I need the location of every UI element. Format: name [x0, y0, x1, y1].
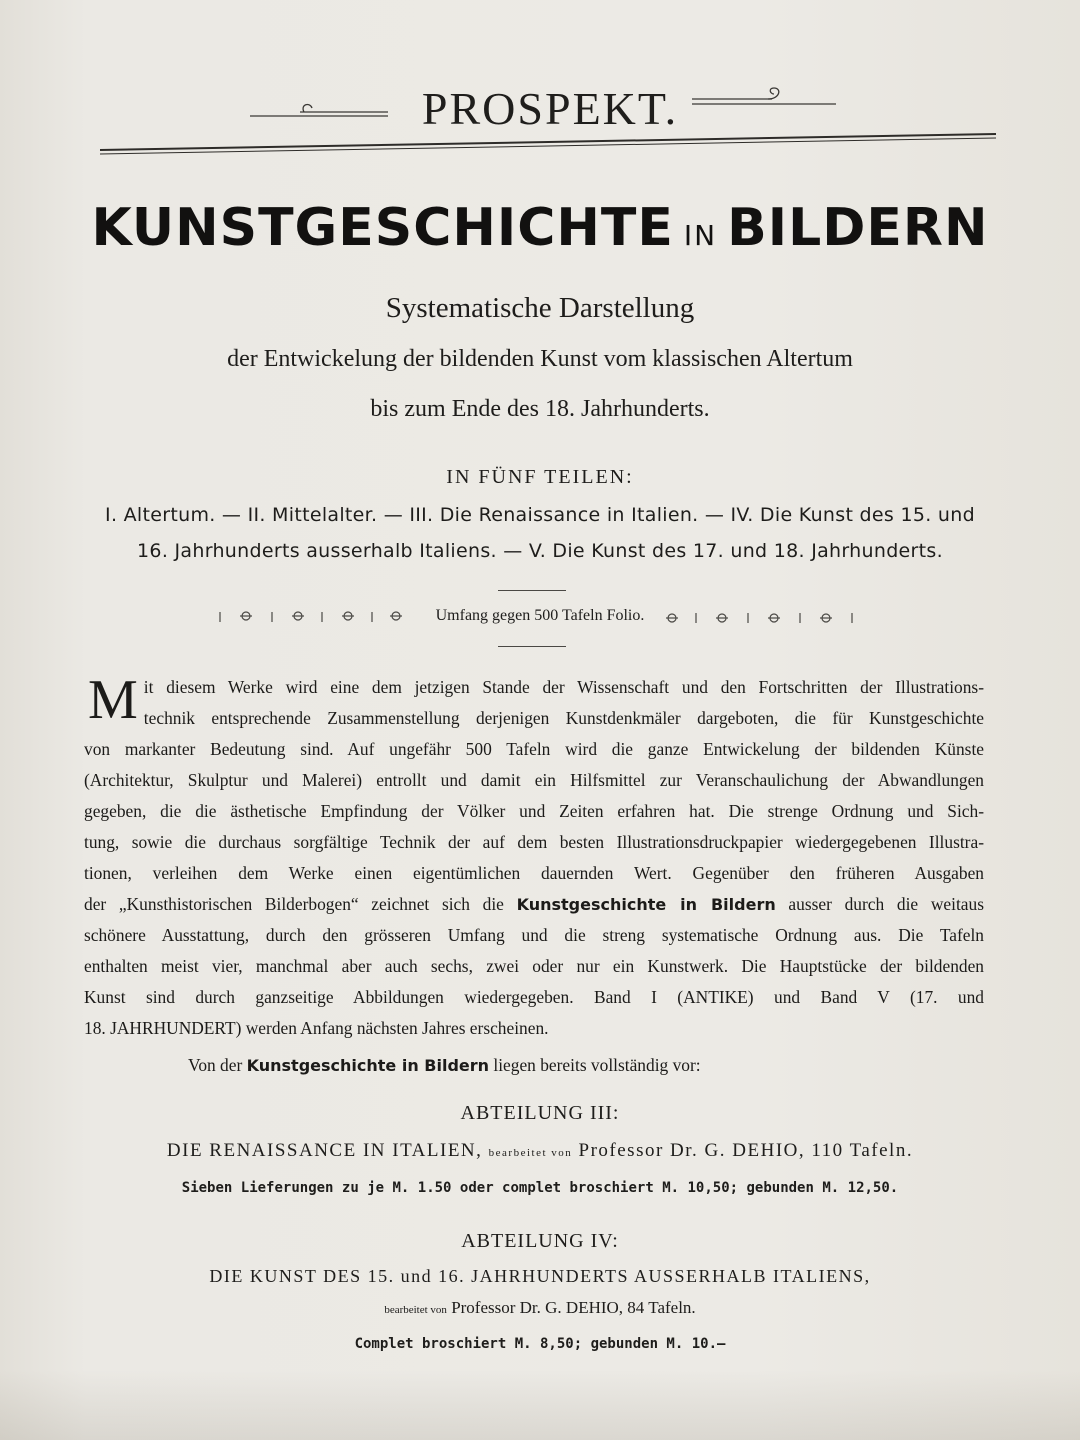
body-line — [84, 889, 984, 920]
editor-note: bearbeitet von — [488, 1147, 573, 1159]
page-shadow — [0, 1370, 1080, 1440]
short-divider — [498, 590, 566, 591]
body-text-run: der „Kunsthistorischen Bilderbogen“ zeichnet sich die — [84, 894, 504, 914]
flourish-right-icon — [692, 82, 837, 112]
body-line: technik entsprechende Zusammenstellung derjenigen Kunstdenkmäler dargeboten, die für Kunstgeschichte — [143, 708, 984, 728]
section-heading: ABTEILUNG IV: — [461, 1230, 619, 1252]
section-title — [60, 1140, 1020, 1162]
header — [100, 72, 1000, 162]
author-text: Professor Dr. G. DEHIO, 84 Tafeln. — [451, 1298, 696, 1317]
parts-line: 16. Jahrhunderts ausserhalb Italiens. — V. Die Kunst des 17. und 18. Jahrhunderts. — [137, 540, 943, 562]
section-title: DIE KUNST DES 15. und 16. JAHRHUNDERTS AUSSERHALB ITALIENS, — [209, 1266, 871, 1286]
short-divider — [498, 646, 566, 647]
header-title: PROSPEKT. — [421, 83, 679, 134]
price-line: Complet broschiert M. 8,50; gebunden M. 10.— — [354, 1336, 726, 1352]
ornament-row — [200, 604, 880, 634]
body-line: (Architektur, Skulptur und Malerei) entrollt und damit ein Hilfsmittel zur Veranschaulichung der Abwandlungen — [84, 770, 984, 790]
body-line: it diesem Werke wird eine dem jetzigen Stande der Wissenschaft und den Fortschritten der Illustrations- — [143, 677, 984, 697]
body-line: 18. JAHRHUNDERT) werden Anfang nächsten Jahres erscheinen. — [84, 1018, 549, 1038]
body-text-run: ausser durch die weitaus — [788, 894, 984, 914]
body-line: Kunst sind durch ganzseitige Abbildungen wiedergegeben. Band I (ANTIKE) und Band V (17. und — [84, 987, 984, 1007]
body-text-run: liegen bereits vollständig vor: — [493, 1055, 701, 1075]
subtitle: Systematische Darstellung — [385, 292, 695, 324]
price-line: Sieben Lieferungen zu je M. 1.50 oder complet broschiert M. 10,50; gebunden M. 12,50. — [181, 1180, 899, 1196]
main-title-part: BILDERN — [727, 198, 989, 258]
author-text: Professor Dr. G. DEHIO, 110 Tafeln. — [578, 1140, 914, 1161]
main-title-part: KUNSTGESCHICHTE — [91, 198, 674, 258]
subtitle-line: der Entwickelung der bildenden Kunst vom klassischen Altertum — [227, 346, 853, 372]
parts-line: I. Altertum. — II. Mittelalter. — III. Die Renaissance in Italien. — IV. Die Kunst des 15. und — [105, 504, 975, 526]
work-title-bold: Kunstgeschichte in Bildern — [516, 895, 776, 914]
subtitle-line: bis zum Ende des 18. Jahrhunderts. — [370, 396, 710, 422]
main-title-connector: IN — [683, 219, 718, 252]
body-line: schönere Ausstattung, durch den grösseren Umfang und die streng systematische Ordnung aus. Die Tafeln — [84, 925, 984, 945]
section-title-text: DIE RENAISSANCE IN ITALIEN, — [166, 1140, 483, 1161]
double-rule-divider — [100, 130, 996, 156]
dropcap: M — [88, 669, 138, 731]
body-paragraph — [84, 669, 984, 1081]
section-author-line — [60, 1298, 1020, 1318]
work-title-bold: Kunstgeschichte in Bildern — [246, 1056, 490, 1075]
parts-heading: IN FÜNF TEILEN: — [446, 466, 634, 488]
body-line: tung, sowie die durchaus sorgfältige Technik der auf dem besten Illustrationsdruckpapier wiedergegebenen Illustra- — [84, 832, 984, 852]
main-title — [60, 198, 1020, 258]
body-line: tionen, verleihen dem Werke einen eigentümlichen dauernden Wert. Gegenüber den früheren Ausgaben — [84, 863, 984, 883]
body-line: enthalten meist vier, manchmal aber auch sechs, zwei oder nur ein Kunstwerk. Die Hauptstücke der bildenden — [84, 956, 984, 976]
body-line: gegeben, die die ästhetische Empfindung der Völker und Zeiten erfahren hat. Die strenge Ordnung und Sich- — [84, 801, 984, 821]
body-line: von markanter Bedeutung sind. Auf ungefähr 500 Tafeln wird die ganze Entwickelung der bildenden Künste — [84, 739, 984, 759]
extent-note: Umfang gegen 500 Tafeln Folio. — [435, 607, 645, 624]
availability-line — [84, 1050, 984, 1081]
body-text-run: Von der — [188, 1055, 243, 1075]
editor-note: bearbeitet von — [384, 1304, 447, 1316]
section-heading: ABTEILUNG III: — [460, 1102, 620, 1124]
